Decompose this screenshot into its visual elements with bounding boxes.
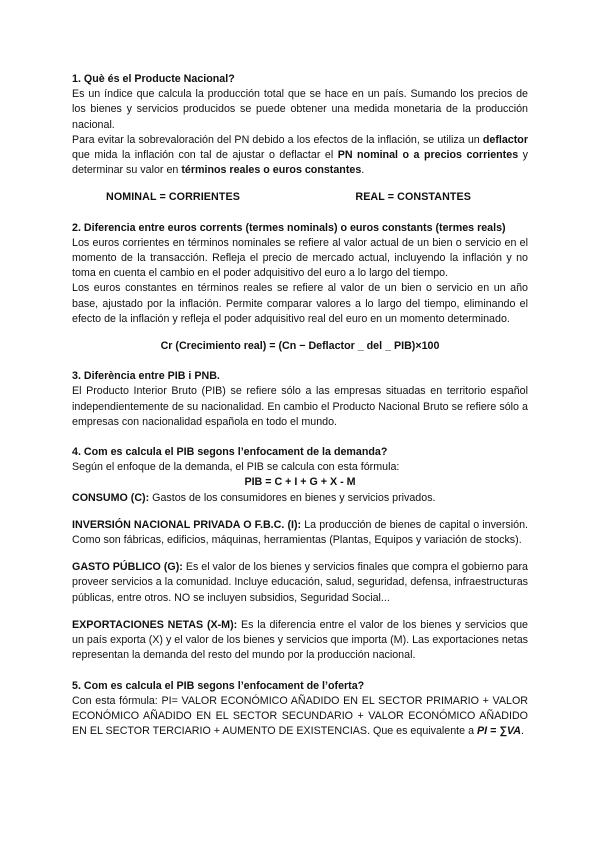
inversion-definition	[72, 518, 528, 548]
real-growth-formula: Cr (Crecimiento real) = (Cn − Deflactor _ del _ PIB)×100	[160, 340, 440, 353]
text-run: que mida la inflación con tal de ajustar o deflactar el	[72, 149, 338, 162]
consumo-definition	[72, 491, 528, 506]
inversion-label: INVERSIÓN NACIONAL PRIVADA O F.B.C. (I):	[72, 518, 302, 531]
section-5-title: 5. Com es calcula el PIB segons l’enfocament de l’oferta?	[72, 679, 365, 692]
text-run: y determinar su valor en	[72, 149, 528, 177]
section-1-paragraph-1: Es un índice que calcula la producción total que se hace en un país. Sumando los precios de los bienes y servicios producidos se puede obtener una medida monetaria de la producción nacional.	[72, 88, 528, 131]
section-1-paragraph-2	[72, 133, 528, 179]
export-text: Es la diferencia entre el valor de los bienes y servicios que un país exporta (X) y el valor de los bienes y servicios que importa (M). Las exportaciones netas representan la demanda del resto del mundo por la producción nacional.	[72, 618, 528, 662]
exportaciones-definition	[72, 618, 528, 664]
gasto-publico-definition	[72, 560, 528, 606]
nominal-equation: NOMINAL = CORRIENTES	[106, 191, 240, 204]
text-run: .	[361, 164, 365, 177]
text-run: .	[520, 725, 524, 738]
document-page	[72, 72, 528, 739]
section-2-title: 2. Diferencia entre euros corrents (termes nominals) o euros constants (termes reals)	[72, 221, 506, 234]
section-2-paragraph-2: Los euros constantes en términos reales se refiere al valor de un bien o servicio en un año base, ajustado por la inflación. Permite comparar valores a lo largo del tiempo, eliminando el efecto de la inflación y refleja el poder adquisitivo real del euro en un momento determinado.	[72, 282, 528, 325]
inversion-text: La producción de bienes de capital o inversión. Como son fábricas, edificios, máquinas, herramientas (Plantas, Equipos y variación de stocks).	[72, 518, 528, 547]
text-run-bold: PN nominal o a precios corrientes	[337, 149, 519, 162]
text-run-bold: términos reales o euros constantes	[181, 164, 362, 177]
gasto-label: GASTO PÚBLICO (G):	[72, 561, 183, 574]
section-5-paragraph-1	[72, 694, 528, 740]
nominal-real-equations	[72, 190, 528, 205]
section-4-title: 4. Com es calcula el PIB segons l’enfocament de la demanda?	[72, 446, 388, 459]
section-1-title: 1. Què és el Producte Nacional?	[72, 73, 235, 85]
consumo-text: Gastos de los consumidores en bienes y servicios privados.	[149, 491, 436, 504]
pi-sum-va-formula: PI = ∑VA	[476, 725, 521, 738]
pib-demand-formula: PIB = C + I + G + X - M	[244, 476, 356, 489]
section-3-paragraph-1: El Producto Interior Bruto (PIB) se refiere sólo a las empresas situadas en territorio español independientemente de su nacionalidad. En cambio el Producto Nacional Bruto se refiere sólo a empresas con nacionalidad española en todo el mundo.	[72, 385, 528, 428]
real-equation: REAL = CONSTANTES	[355, 191, 471, 204]
export-label: EXPORTACIONES NETAS (X-M):	[72, 618, 238, 631]
text-run: Para evitar la sobrevaloración del PN debido a los efectos de la inflación, se utiliza un	[72, 133, 483, 146]
gasto-text: Es el valor de los bienes y servicios finales que compra el gobierno para proveer servicios a la comunidad. Incluye educación, salud, seguridad, defensa, infraestructuras públicas, entre otros. NO se incluyen subsidios, Seguridad Social...	[72, 561, 528, 604]
section-3-title: 3. Diferència entre PIB i PNB.	[72, 370, 220, 383]
section-4-intro: Según el enfoque de la demanda, el PIB se calcula con esta fórmula:	[72, 461, 400, 474]
consumo-label: CONSUMO (C):	[72, 491, 150, 504]
section-2-paragraph-1: Los euros corrientes en términos nominales se refiere al valor actual de un bien o servicio en el momento de la transacción. Refleja el precio de mercado actual, incluyendo la inflación y no toma en cuenta el cambio en el poder adquisitivo del euro a lo largo del tiempo.	[72, 236, 528, 280]
text-run: Con esta fórmula: PI= VALOR ECONÓMICO AÑADIDO EN EL SECTOR PRIMARIO + VALOR ECONÓMICO AÑADIDO EN EL SECTOR SECUNDARIO + VALOR ECONÓMICO AÑADIDO EN EL SECTOR TERCIARIO + AUMENTO DE EXISTENCIAS. Que es equivalente a	[72, 694, 528, 738]
text-run-bold: deflactor	[482, 133, 528, 146]
